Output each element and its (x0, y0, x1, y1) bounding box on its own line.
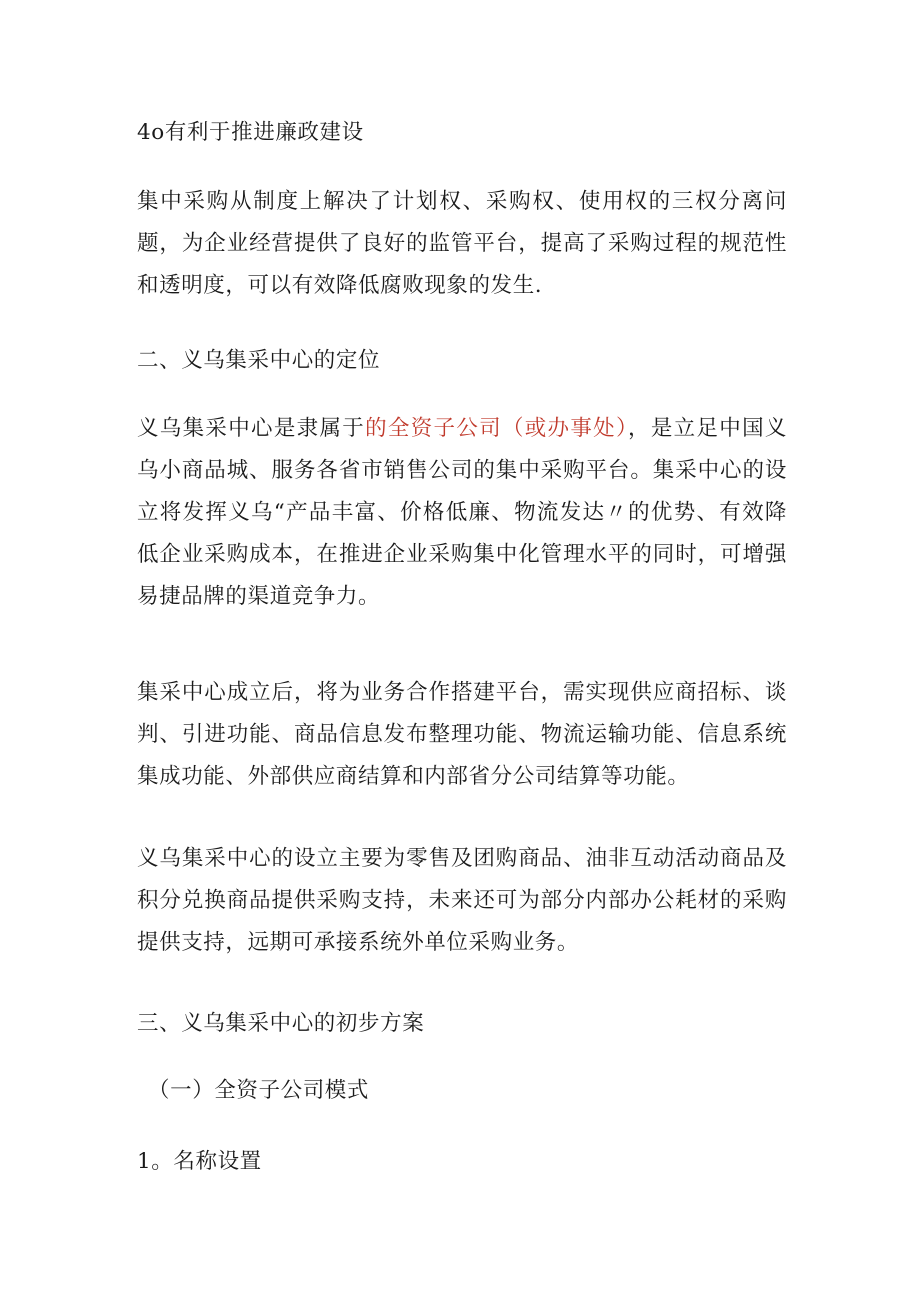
positioning-suffix: ，是立足中国义乌小商品城、服务各省市销售公司的集中采购平台。集采中心的设立将发挥义乌“产品丰富、价格低廉、物流发达〃的优势、有效降低企业采购成本，在推进企业采购集中化管理水平的同时，可增强易捷品牌的渠道竞争力。 (137, 416, 787, 609)
positioning-highlight: 的全资子公司（或办事处） (365, 416, 629, 441)
paragraph-scope: 义乌集采中心的设立主要为零售及团购商品、油非互动活动商品及积分兑换商品提供采购支持，未来还可为部分内部办公耗材的采购提供支持，远期可承接系统外单位采购业务。 (137, 846, 787, 955)
subsection-1-title: （一）全资子公司模式 (148, 1078, 370, 1103)
paragraph-positioning (137, 408, 787, 618)
positioning-prefix: 义乌集采中心是隶属于 (137, 416, 366, 441)
paragraph-functions: 集采中心成立后，将为业务合作搭建平台，需实现供应商招标、谈判、引进功能、商品信息发布整理功能、物流运输功能、信息系统集成功能、外部供应商结算和内部省分公司结算等功能。 (137, 680, 787, 789)
item-1-title: 1。名称设置 (137, 1149, 262, 1174)
heading-4-integrity: 4o有利于推进廉政建设 (137, 120, 364, 145)
section-3-title: 三、义乌集采中心的初步方案 (137, 1011, 425, 1036)
section-2-title: 二、义乌集采中心的定位 (137, 348, 381, 373)
paragraph-integrity: 集中采购从制度上解决了计划权、采购权、使用权的三权分离问题，为企业经营提供了良好的监管平台，提高了采购过程的规范性和透明度，可以有效降低腐败现象的发生. (137, 189, 787, 298)
